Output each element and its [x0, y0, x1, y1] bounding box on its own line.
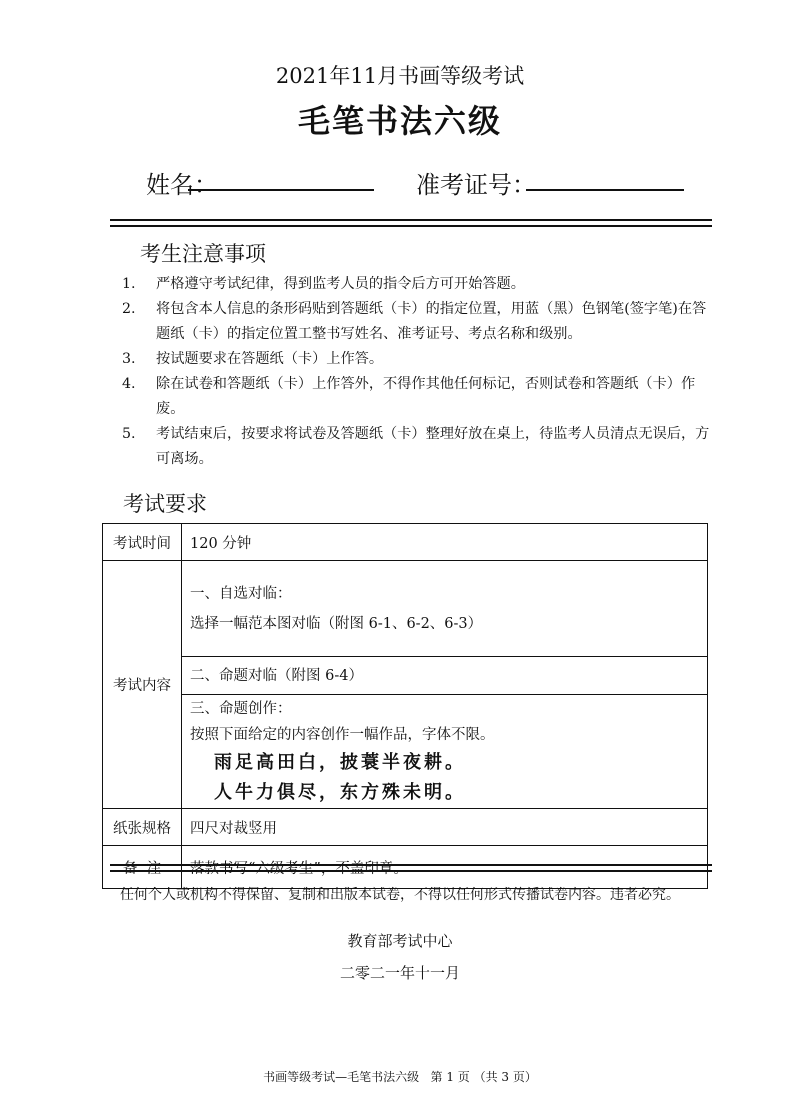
table-row	[103, 524, 708, 561]
notice-item: 3. 按试题要求在答题纸（卡）上作答。	[122, 351, 384, 367]
issuer: 教育部考试中心	[347, 932, 453, 950]
note-label: 备 注	[103, 846, 182, 889]
name-field[interactable]	[188, 189, 374, 191]
page-footer: 书画等级考试—毛笔书法六级 第 1 页 （共 3 页）	[263, 1070, 537, 1084]
notice-heading: 考生注意事项	[140, 242, 266, 266]
part3-title: 三、命题创作：	[190, 700, 292, 717]
footer-divider	[110, 864, 712, 872]
table-row	[103, 561, 708, 657]
table-row	[103, 695, 708, 809]
paper-label: 纸张规格	[103, 809, 182, 846]
content-label: 考试内容	[103, 561, 182, 809]
poem-line: 人牛力俱尽，东方殊未明。	[214, 781, 466, 803]
poem-line: 雨足高田白，披蓑半夜耕。	[214, 751, 466, 773]
part2-cell	[182, 657, 708, 695]
copyright-notice: 任何个人或机构不得保留、复制和出版本试卷，不得以任何形式传播试卷内容。违者必究。	[120, 887, 680, 903]
table-row	[103, 657, 708, 695]
part1-desc: 选择一幅范本图对临（附图 6-1、6-2、6-3）	[190, 615, 483, 632]
subject-title: 毛笔书法六级	[297, 102, 502, 140]
time-value: 120 分钟	[182, 524, 708, 561]
table-row	[103, 809, 708, 846]
requirements-heading: 考试要求	[123, 492, 207, 516]
notice-item: 2. 将包含本人信息的条形码贴到答题纸（卡）的指定位置，用蓝（黑）色钢笔(签字笔)在答题纸（卡）的指定位置工整书写姓名、准考证号、考点名称和级别。	[122, 301, 707, 342]
notice-item: 1. 严格遵守考试纪律，得到监考人员的指令后方可开始答题。	[122, 276, 525, 292]
exam-id-label: 准考证号：	[416, 171, 536, 199]
notice-item: 5. 考试结束后，按要求将试卷及答题纸（卡）整理好放在桌上，待监考人员清点无误后，方可离场。	[122, 426, 710, 467]
paper-value: 四尺对裁竖用	[182, 809, 708, 846]
name-label: 姓名：	[146, 171, 218, 199]
part2-title: 二、命题对临（附图 6-4）	[190, 667, 363, 684]
notice-list	[122, 272, 712, 472]
note-value: 落款书写“六级考生”，不盖印章。	[182, 846, 708, 889]
part1-title: 一、自选对临：	[190, 585, 292, 602]
notice-item: 4. 除在试卷和答题纸（卡）上作答外，不得作其他任何标记，否则试卷和答题纸（卡）作废。	[122, 376, 696, 417]
header-divider	[110, 219, 712, 227]
requirements-table	[102, 523, 708, 889]
exam-id-field[interactable]	[526, 189, 684, 191]
part3-desc: 按照下面给定的内容创作一幅作品，字体不限。	[190, 726, 495, 743]
part3-cell	[182, 695, 708, 809]
time-label: 考试时间	[103, 524, 182, 561]
issue-date: 二零二一年十一月	[339, 964, 460, 982]
part1-cell	[182, 561, 708, 657]
exam-title: 2021年11月书画等级考试	[275, 64, 525, 88]
